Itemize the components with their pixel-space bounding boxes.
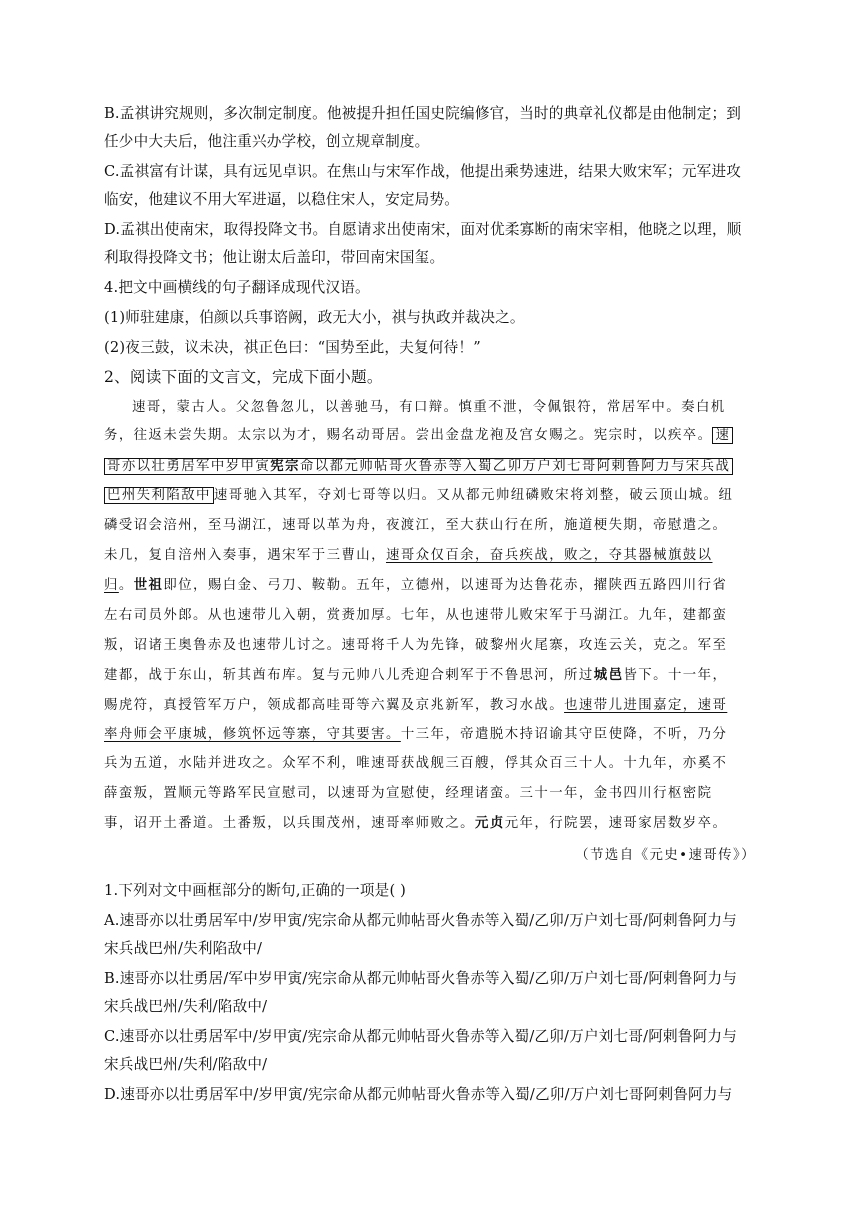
passage-text: 速哥驰入其军，夺刘七哥等以归。又从都元帅纽磷败宋将刘整，破云顶山城。纽	[213, 488, 734, 503]
q1-option-a-line2: 宋兵战巴州/失利陷敌中/	[104, 940, 263, 957]
q1-option-d-line1: D.速哥亦以壮勇居军中/岁甲寅/宪宗命从都元帅帖哥火鲁赤等入蜀/乙卯/万户刘七哥阿剌鲁阿力与	[104, 1086, 733, 1103]
q4-stem: 4.把文中画横线的句子翻译成现代汉语。	[104, 279, 370, 296]
passage-line-9: 叛，诏诸王奥鲁赤及也速带儿讨之。速哥将千人为先锋，破黎州火尾寨，攻连云关，克之。军至	[104, 638, 728, 653]
passage-line-4	[104, 486, 733, 506]
boxed-text	[104, 458, 733, 475]
passage-text: 十三年，帝遣脱木持诏谕其守臣使降，不听，乃分	[400, 727, 728, 742]
q3-option-d-line2: 利取得投降文书；他让谢太后盖印，带回南宋国玺。	[104, 249, 445, 266]
boxed-segment: 哥亦以壮勇居军中岁甲寅	[107, 459, 271, 474]
underlined-sentence-1-end: 归	[104, 578, 119, 593]
passage-line-14: 薛蛮叛，置顺元等路军民宣慰司，以速哥为宣慰使，经理诸蛮。三十一年，金书四川行枢密院	[104, 786, 713, 801]
boxed-segment: 命以都元帅帖哥火鲁赤等入蜀乙卯万户刘七哥阿剌鲁阿力与宋兵战	[299, 459, 731, 474]
passage-line-8: 左右司员外郎。从也速带儿入朝，赏赉加厚。七年，从也速带儿败宋军于马湖江。九年，建都蛮	[104, 608, 728, 623]
q3-option-c-line1: C.孟祺富有计谋，具有远见卓识。在焦山与宋军作战，他提出乘势速进，结果大败宋军；元军进攻	[104, 163, 742, 180]
q1-stem: 1.下列对文中画框部分的断句,正确的一项是( )	[104, 882, 407, 899]
passage-line-1: 速哥，蒙古人。父忽鲁忽儿，以善驰马，有口辩。慎重不泄，令佩银符，常居军中。奏白机	[132, 400, 726, 415]
passage-line-7	[104, 576, 727, 596]
passage-line-11	[104, 696, 727, 716]
boxed-bold-segment: 宪宗	[270, 459, 300, 474]
q1-option-b-line1: B.速哥亦以壮勇居/军中岁甲寅/宪宗命从都元帅帖哥火鲁赤等入蜀/乙卯/万户刘七哥/阿剌鲁阿力与	[104, 970, 738, 987]
q4-sentence-1: (1)师驻建康，伯颜以兵事谘阙，政无大小，祺与执政并裁决之。	[104, 309, 525, 326]
passage-text: 元年，行院罢，速哥家居数岁卒。	[504, 816, 728, 831]
q1-option-c-line1: C.速哥亦以壮勇居军中/岁甲寅/宪宗命从都元帅帖哥火鲁赤等入蜀/乙卯/万户刘七哥/阿剌鲁阿力与	[104, 1028, 738, 1045]
passage-line-10	[104, 666, 727, 686]
q1-option-a-line1: A.速哥亦以壮勇居军中/岁甲寅/宪宗命从都元帅帖哥火鲁赤等入蜀/乙卯/万户刘七哥/阿剌鲁阿力与	[104, 912, 737, 929]
q3-option-b-line1: B.孟祺讲究规则，多次制定制度。他被提升担任国史院编修官，当时的典章礼仪都是由他制定；到	[104, 105, 742, 122]
underlined-sentence-2: 也速带儿进围嘉定，速哥	[564, 698, 728, 713]
passage-text: 。	[118, 578, 134, 593]
bold-term: 元贞	[475, 816, 505, 831]
passage-text: 务，往返未尝失期。太宗以为才，赐名动哥居。尝出金盘龙袍及宫女赐之。宪宗时，以疾卒。	[104, 428, 713, 443]
passage-source: （节选自《元史•速哥传》）	[575, 848, 756, 863]
q3-option-b-line2: 任少中大夫后，他注重兴办学校，创立规章制度。	[104, 133, 430, 150]
boxed-text-start: 速	[712, 427, 733, 444]
passage-line-13: 兵为五道，水陆并进攻之。众军不利，唯速哥获战舰三百艘，俘其众百三十人。十九年，亦奚不	[104, 756, 728, 771]
q1-option-b-line2: 宋兵战巴州/失利/陷敌中/	[104, 998, 268, 1015]
q3-option-d-line1: D.孟祺出使南宋，取得投降文书。自愿请求出使南宋，面对优柔寡断的南宋宰相，他晓之以理，顺	[104, 221, 742, 238]
passage-text: 建都，战于东山，斩其酋布库。复与元帅八儿秃迎合剌军于不鲁思河，所过	[104, 668, 594, 683]
bold-term: 城邑	[593, 668, 624, 683]
underlined-sentence-2-end: 率舟师会平康城，修筑怀远等寨，守其要害。	[104, 727, 401, 742]
passage-line-15	[104, 814, 727, 834]
passage-line-2	[104, 426, 733, 446]
passage-text: 事，诏开土番道。土番叛，以兵围茂州，速哥率师败之。	[104, 816, 476, 831]
boxed-text-end: 巴州失利陷敌中	[104, 487, 214, 504]
passage-line-3	[104, 457, 733, 477]
q3-option-c-line2: 临安，他建议不用大军进逼，以稳住宋人，安定局势。	[104, 191, 460, 208]
underlined-sentence-1: 速哥众仅百余，奋兵疾战，败之，夺其器械旗鼓以	[385, 548, 713, 563]
q4-sentence-2: (2)夜三鼓，议未决，祺正色曰：“国势至此，夫复何待！”	[104, 339, 481, 356]
passage-line-12	[104, 725, 727, 745]
passage-text: 即位，赐白金、弓刀、鞍勒。五年，立德州，以速哥为达鲁花赤，擢陕西五路四川行省	[163, 578, 728, 593]
passage-line-6	[104, 546, 712, 566]
passage-text: 皆下。十一年，	[623, 668, 728, 683]
passage-text: 未几，复自涪州入奏事，遇宋军于三曹山，	[104, 548, 386, 563]
section-2-title: 2、阅读下面的文言文，完成下面小题。	[104, 368, 383, 386]
passage-text: 赐虎符，真授管军万户，领成都高哇哥等六翼及京兆新军，教习水战。	[104, 698, 565, 713]
q1-option-c-line2: 宋兵战巴州/失利/陷敌中/	[104, 1056, 268, 1073]
bold-term: 世祖	[133, 578, 164, 593]
passage-line-5: 磷受诏会涪州，至马湖江，速哥以革为舟，夜渡江，至大获山行在所，施道梗失期，帝慰遣之。	[104, 518, 728, 533]
